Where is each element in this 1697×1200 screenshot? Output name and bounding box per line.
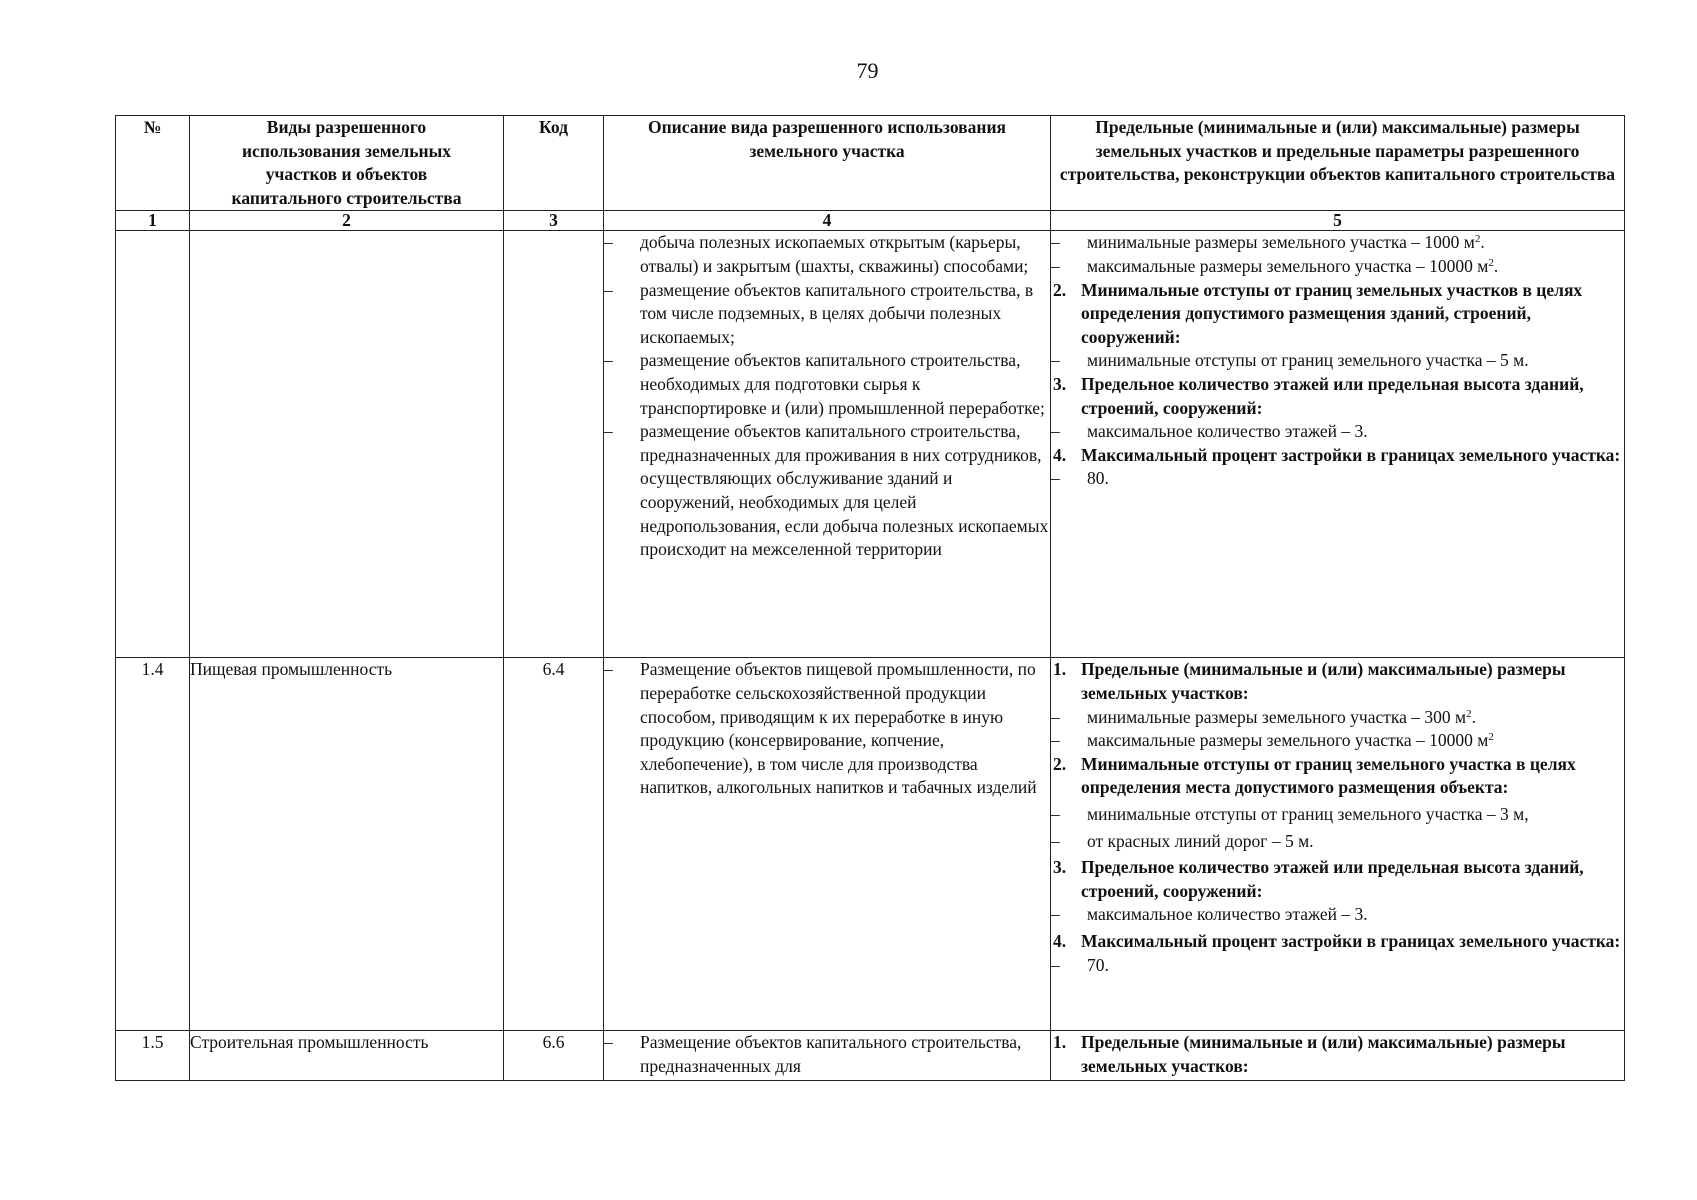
row-usage-type: Строительная промышленность	[190, 1031, 504, 1081]
list-item: – размещение объектов капитального строительства, предназначенных для проживания в них сотрудников, осуществляющих обслуживание зданий и сооружений, необходимых для целей недропользования, если добыча полезных ископаемых происходит на межселенной территории	[604, 421, 1049, 560]
row-parameters	[1051, 231, 1625, 658]
header-code: Код	[504, 116, 604, 211]
param-heading: 3. Предельное количество этажей или предельная высота зданий, строений, сооружений:	[1053, 373, 1584, 418]
param-item: – максимальные размеры земельного участка – 10000 $м^2$	[1051, 730, 1494, 751]
row-usage-type	[190, 231, 504, 658]
header-usage-type: Виды разрешенного использования земельных участков и объектов капитального строительства	[190, 116, 504, 211]
param-item: – минимальные размеры земельного участка – 1000 $м^2$.	[1051, 232, 1485, 253]
row-parameters	[1051, 658, 1625, 1031]
header-description: Описание вида разрешенного использования земельного участка	[604, 116, 1051, 211]
list-item: – добыча полезных ископаемых открытым (карьеры, отвалы) и закрытым (шахты, скважины) способами;	[604, 232, 1029, 276]
column-number: 1	[116, 211, 190, 231]
param-heading: 1. Предельные (минимальные и (или) максимальные) размеры земельных участков:	[1053, 1032, 1566, 1076]
table-row	[116, 1031, 1625, 1081]
row-description	[604, 658, 1051, 1031]
param-item: – минимальные размеры земельного участка – 300 $м^2$.	[1051, 706, 1476, 727]
row-code	[504, 231, 604, 658]
list-item: – Размещение объектов пищевой промышленности, по переработке сельскохозяйственной продукции способом, приводящим к их переработке в иную продукцию (консервирование, копчение, хлебопечение), в том числе для производства напитков, алкогольных напитков и табачных изделий	[604, 659, 1037, 798]
table-row	[116, 231, 1625, 658]
regulations-table	[115, 115, 1625, 1081]
list-item: – Размещение объектов капитального строительства, предназначенных для	[604, 1032, 1022, 1076]
row-code: 6.4	[504, 658, 604, 1031]
param-item: – максимальное количество этажей – 3.	[1051, 904, 1368, 925]
column-number: 2	[190, 211, 504, 231]
header-parameters: Предельные (минимальные и (или) максимальные) размеры земельных участков и предельные параметры разрешенного строительства, реконструкции объектов капитального строительства	[1051, 116, 1625, 211]
row-code: 6.6	[504, 1031, 604, 1081]
row-parameters	[1051, 1031, 1625, 1081]
param-heading: 3. Предельное количество этажей или предельная высота зданий, строений, сооружений:	[1053, 857, 1584, 901]
row-usage-type: Пищевая промышленность	[190, 658, 504, 1031]
param-item: – 80.	[1051, 468, 1109, 489]
param-item: – минимальные отступы от границ земельного участка – 5 м.	[1051, 350, 1529, 371]
page-number: 79	[856, 58, 879, 83]
param-item: – максимальное количество этажей – 3.	[1051, 421, 1368, 442]
header-number: №	[116, 116, 190, 211]
row-number: 1.4	[116, 658, 190, 1031]
param-item: – 70.	[1051, 954, 1109, 975]
row-description	[604, 1031, 1051, 1081]
param-item: – максимальные размеры земельного участка – 10000 $м^2$.	[1051, 255, 1499, 276]
row-description	[604, 231, 1051, 658]
row-number: 1.5	[116, 1031, 190, 1081]
param-item: – минимальные отступы от границ земельного участка – 3 м,	[1051, 803, 1529, 824]
column-number-row	[116, 211, 1625, 231]
row-number	[116, 231, 190, 658]
header-row	[116, 116, 1625, 211]
param-heading: 2. Минимальные отступы от границ земельного участка в целях определения места допустимого размещения объекта:	[1053, 753, 1576, 798]
param-heading: 4. Максимальный процент застройки в границах земельного участка:	[1053, 930, 1621, 951]
table-row	[116, 658, 1625, 1031]
param-heading: 4. Максимальный процент застройки в границах земельного участка:	[1053, 444, 1621, 465]
column-number: 5	[1051, 211, 1625, 231]
column-number: 4	[604, 211, 1051, 231]
param-item: – от красных линий дорог – 5 м.	[1051, 830, 1314, 851]
param-heading: 2. Минимальные отступы от границ земельных участков в целях определения допустимого размещения зданий, строений, сооружений:	[1053, 279, 1583, 347]
param-heading: 1. Предельные (минимальные и (или) максимальные) размеры земельных участков:	[1053, 659, 1566, 703]
list-item: – размещение объектов капитального строительства, в том числе подземных, в целях добычи полезных ископаемых;	[604, 279, 1034, 347]
column-number: 3	[504, 211, 604, 231]
list-item: – размещение объектов капитального строительства, необходимых для подготовки сырья к транспортировке и (или) промышленной переработке;	[604, 350, 1045, 418]
